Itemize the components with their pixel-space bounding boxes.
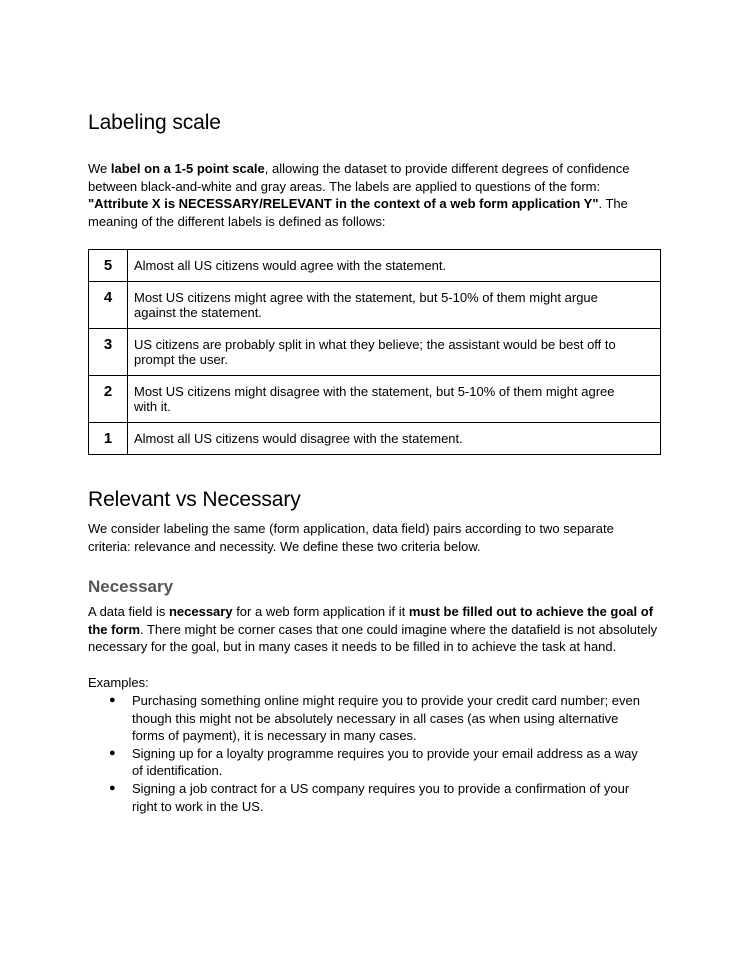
list-item (88, 745, 660, 780)
table-row (89, 423, 661, 455)
def-text-3: . There might be corner cases that one could imagine where the datafield is not absolutely necessary for the goal, but in many cases it needs to be filled in to achieve the task at hand. (88, 621, 658, 655)
examples-list (88, 692, 660, 815)
def-bold-1: necessary (168, 604, 233, 619)
relevant-intro-paragraph: We consider labeling the same (form application, data field) pairs according to two separate criteria: relevance and necessity. We define these two criteria below. (88, 521, 614, 554)
list-item-text: Signing up for a loyalty programme requires you to provide your email address as a way of identification. (132, 745, 638, 779)
table-row (89, 376, 661, 423)
description-cell: Most US citizens might agree with the statement, but 5-10% of them might argue against the statement. (128, 282, 661, 329)
score-cell: 1 (89, 423, 128, 455)
intro-text-2: , allowing the dataset to provide different degrees of confidence between black-and-white and gray areas. The labels are applied to questions of the form: (88, 161, 630, 194)
table-row (89, 282, 661, 329)
intro-bold-1: label on a 1-5 point scale (110, 161, 265, 176)
score-cell: 3 (89, 329, 128, 376)
description-cell: Almost all US citizens would disagree with the statement. (128, 423, 661, 455)
necessary-heading: Necessary (88, 577, 174, 596)
bullet-icon: ● (109, 694, 116, 706)
labeling-scale-table (88, 249, 661, 455)
labeling-intro-paragraph (88, 160, 660, 230)
def-text-1: A data field is (88, 604, 169, 619)
intro-text-1: We (88, 161, 111, 176)
score-cell: 4 (89, 282, 128, 329)
necessary-definition-paragraph (88, 603, 660, 656)
table-row (89, 250, 661, 282)
intro-text-3: . The meaning of the different labels is defined as follows: (88, 196, 628, 229)
description-cell: Most US citizens might disagree with the statement, but 5-10% of them might agree with it. (128, 376, 661, 423)
relevant-vs-necessary-heading: Relevant vs Necessary (88, 488, 301, 511)
intro-bold-2: "Attribute X is NECESSARY/RELEVANT in the context of a web form application Y" (88, 196, 599, 212)
labeling-scale-heading: Labeling scale (88, 111, 221, 134)
examples-label: Examples: (88, 675, 149, 690)
score-cell: 5 (89, 250, 128, 282)
bullet-icon: ● (109, 746, 116, 759)
bullet-icon: ● (109, 781, 116, 794)
list-item-text: Purchasing something online might require you to provide your credit card number; even though this might not be absolutely necessary in all cases (as when using alternative forms of payment), it is necessary in many cases. (132, 693, 640, 744)
description-cell: Almost all US citizens would agree with the statement. (128, 250, 661, 282)
list-item-text: Signing a job contract for a US company requires you to provide a confirmation of your right to work in the US. (132, 780, 630, 814)
description-cell: US citizens are probably split in what they believe; the assistant would be best off to prompt the user. (128, 329, 661, 376)
list-item (88, 692, 660, 745)
list-item (88, 780, 660, 815)
def-bold-2: must be filled out to achieve the goal of the form (88, 604, 654, 637)
def-text-2: for a web form application if it (232, 604, 409, 619)
score-cell: 2 (89, 376, 128, 423)
table-row (89, 329, 661, 376)
